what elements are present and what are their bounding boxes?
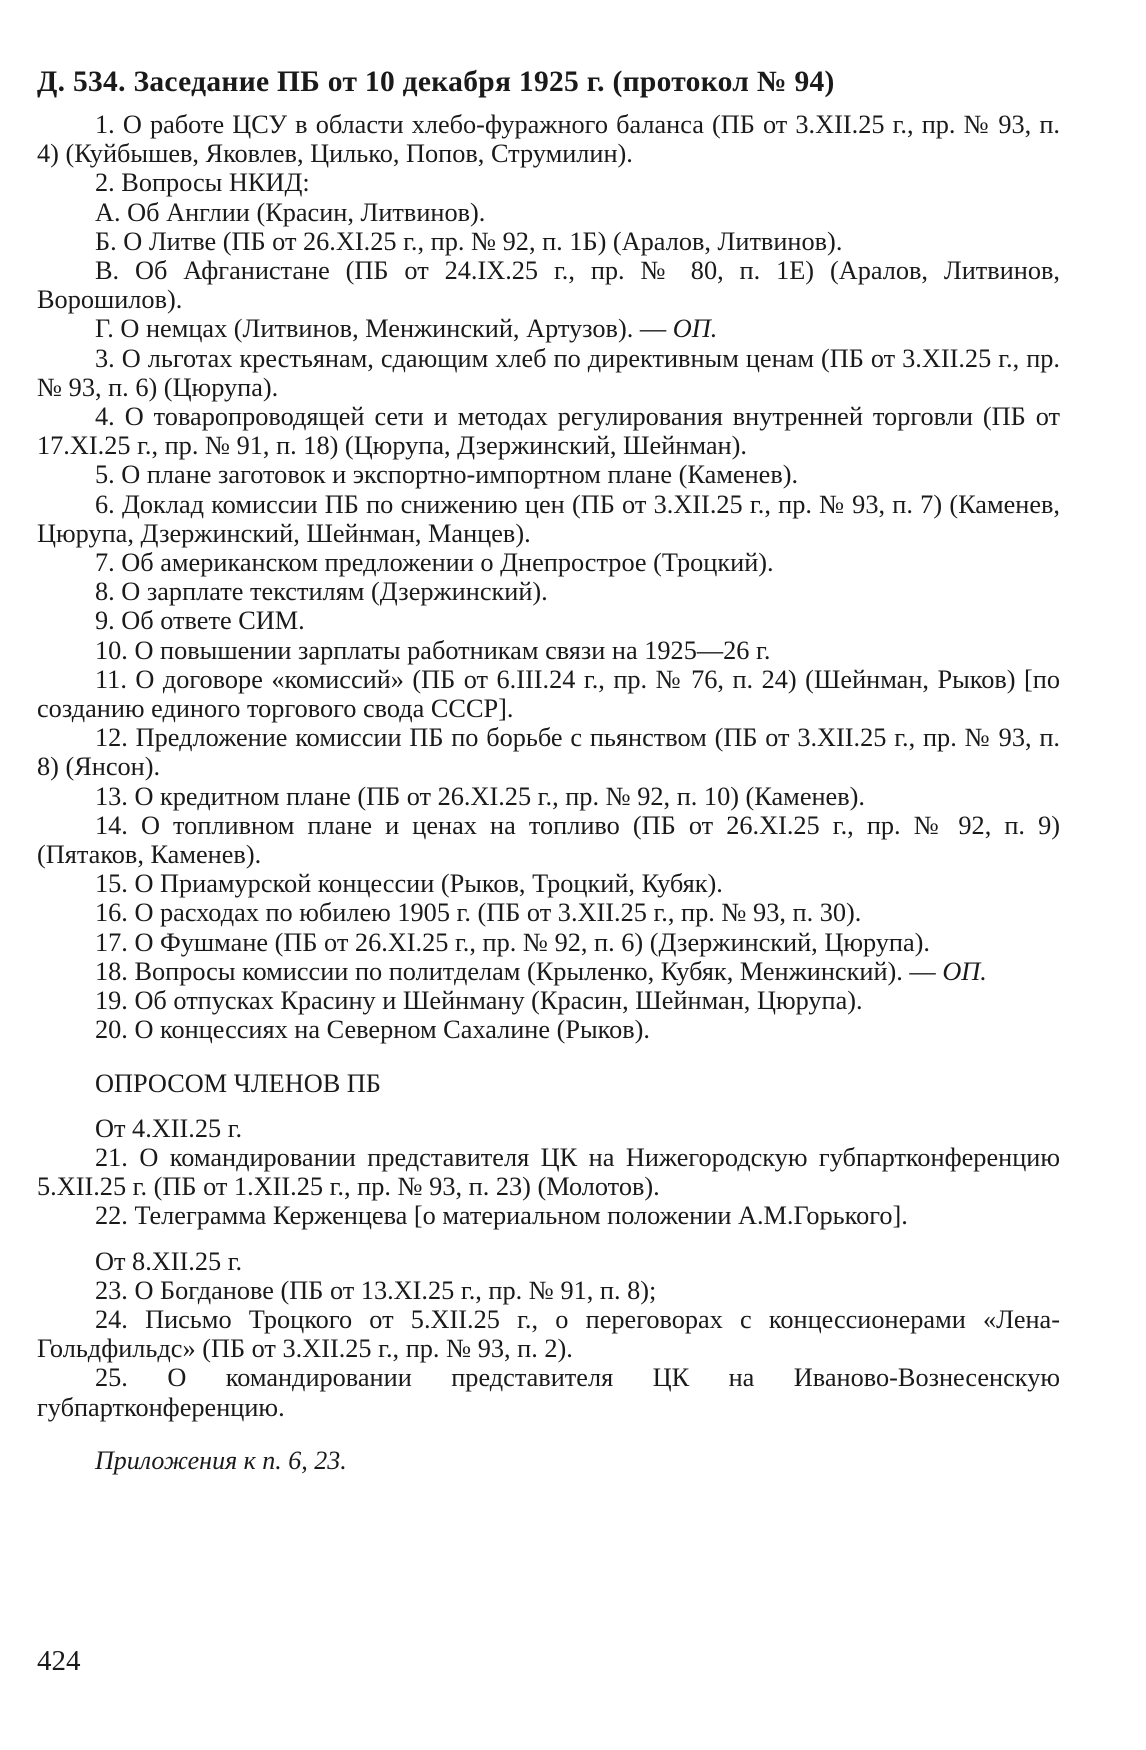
- poll-item: 25. О командировании представителя ЦК на Иваново-Вознесенскую губпартконференцию.: [37, 1363, 1060, 1422]
- agenda-item: Г. О немцах (Литвинов, Менжинский, Артузов). — ОП.: [95, 314, 718, 344]
- agenda-item: А. Об Англии (Красин, Литвинов).: [95, 197, 486, 227]
- poll-item: 23. О Богданове (ПБ от 13.XI.25 г., пр. № 91, п. 8);: [95, 1275, 657, 1305]
- agenda-item: 4. О товаропроводящей сети и методах регулирования внутренней торговли (ПБ от 17.XI.25 г., пр. № 91, п. 18) (Цюрупа, Дзержинский, Шейнман).: [37, 402, 1060, 461]
- spacer: [37, 1231, 1060, 1247]
- agenda-item: 5. О плане заготовок и экспортно-импортном плане (Каменев).: [95, 460, 799, 490]
- agenda-item: 14. О топливном плане и ценах на топливо (ПБ от 26.XI.25 г., пр. № 92, п. 9) (Пятаков, Каменев).: [37, 810, 1060, 870]
- poll-date: От 8.XII.25 г.: [95, 1246, 243, 1276]
- spacer: [37, 1422, 1060, 1446]
- agenda-item: 16. О расходах по юбилею 1905 г. (ПБ от 3.XII.25 г., пр. № 93, п. 30).: [95, 898, 862, 928]
- agenda-item: 17. О Фушмане (ПБ от 26.XI.25 г., пр. № 92, п. 6) (Дзержинский, Цюрупа).: [95, 927, 930, 957]
- agenda-item: 11. О договоре «комиссий» (ПБ от 6.III.24 г., пр. № 76, п. 24) (Шейнман, Рыков) [по созданию единого торгового свода СССР].: [37, 664, 1060, 724]
- agenda-item: 7. Об американском предложении о Днепрострое (Троцкий).: [95, 548, 774, 578]
- poll-group: [37, 1247, 1060, 1422]
- document-page: [37, 62, 1060, 1475]
- spacer: [37, 1098, 1060, 1114]
- op-mark: ОП.: [672, 314, 718, 344]
- agenda-item: 13. О кредитном плане (ПБ от 26.XI.25 г., пр. № 92, п. 10) (Каменев).: [95, 781, 865, 811]
- agenda-item: 8. О зарплате текстилям (Дзержинский).: [95, 577, 548, 607]
- agenda-item: 18. Вопросы комиссии по политделам (Крыленко, Кубяк, Менжинский). — ОП.: [95, 956, 987, 986]
- poll-group: [37, 1114, 1060, 1231]
- agenda-list: [37, 110, 1060, 1045]
- poll-item: 22. Телеграмма Керженцева [о материальном положении А.М.Горького].: [95, 1201, 908, 1231]
- agenda-item: 6. Доклад комиссии ПБ по снижению цен (ПБ от 3.XII.25 г., пр. № 93, п. 7) (Каменев, Цюрупа, Дзержинский, Шейнман, Манцев).: [37, 489, 1060, 548]
- op-mark: ОП.: [942, 956, 987, 986]
- agenda-item: 10. О повышении зарплаты работникам связи на 1925—26 г.: [95, 635, 771, 665]
- agenda-item: 12. Предложение комиссии ПБ по борьбе с пьянством (ПБ от 3.XII.25 г., пр. № 93, п. 8) (Янсон).: [37, 723, 1060, 782]
- agenda-item: 9. Об ответе СИМ.: [95, 606, 305, 636]
- agenda-item: 20. О концессиях на Северном Сахалине (Рыков).: [95, 1015, 650, 1045]
- agenda-item: 19. Об отпусках Красину и Шейнману (Красин, Шейнман, Цюрупа).: [95, 986, 863, 1016]
- poll-heading: ОПРОСОМ ЧЛЕНОВ ПБ: [95, 1068, 381, 1098]
- agenda-item: 2. Вопросы НКИД:: [95, 168, 310, 198]
- agenda-item: В. Об Афганистане (ПБ от 24.IX.25 г., пр. № 80, п. 1Е) (Аралов, Литвинов, Ворошилов).: [37, 256, 1060, 315]
- agenda-item: Б. О Литве (ПБ от 26.XI.25 г., пр. № 92, п. 1Б) (Аралов, Литвинов).: [95, 226, 843, 256]
- poll-date: От 4.XII.25 г.: [95, 1113, 243, 1143]
- appendix-note: Приложения к п. 6, 23.: [95, 1445, 347, 1475]
- page-number: 424: [37, 1645, 81, 1677]
- agenda-item: 15. О Приамурской концессии (Рыков, Троцкий, Кубяк).: [95, 869, 723, 899]
- spacer: [37, 1045, 1060, 1069]
- document-title: Д. 534. Заседание ПБ от 10 декабря 1925 г. (протокол № 94): [37, 66, 835, 98]
- poll-item: 24. Письмо Троцкого от 5.XII.25 г., о переговорах с концессионерами «Лена-Гольдфильдс» (ПБ от 3.XII.25 г., пр. № 93, п. 2).: [37, 1304, 1060, 1364]
- agenda-item: 1. О работе ЦСУ в области хлебо-фуражного баланса (ПБ от 3.XII.25 г., пр. № 93, п. 4) (Куйбышев, Яковлев, Цилько, Попов, Струмилин).: [37, 110, 1060, 169]
- poll-item: 21. О командировании представителя ЦК на Нижегородскую губпартконференцию 5.XII.25 г. (ПБ от 1.XII.25 г., пр. № 93, п. 23) (Молотов).: [37, 1142, 1060, 1202]
- agenda-item: 3. О льготах крестьянам, сдающим хлеб по директивным ценам (ПБ от 3.XII.25 г., пр. № 93, п. 6) (Цюрупа).: [37, 343, 1060, 402]
